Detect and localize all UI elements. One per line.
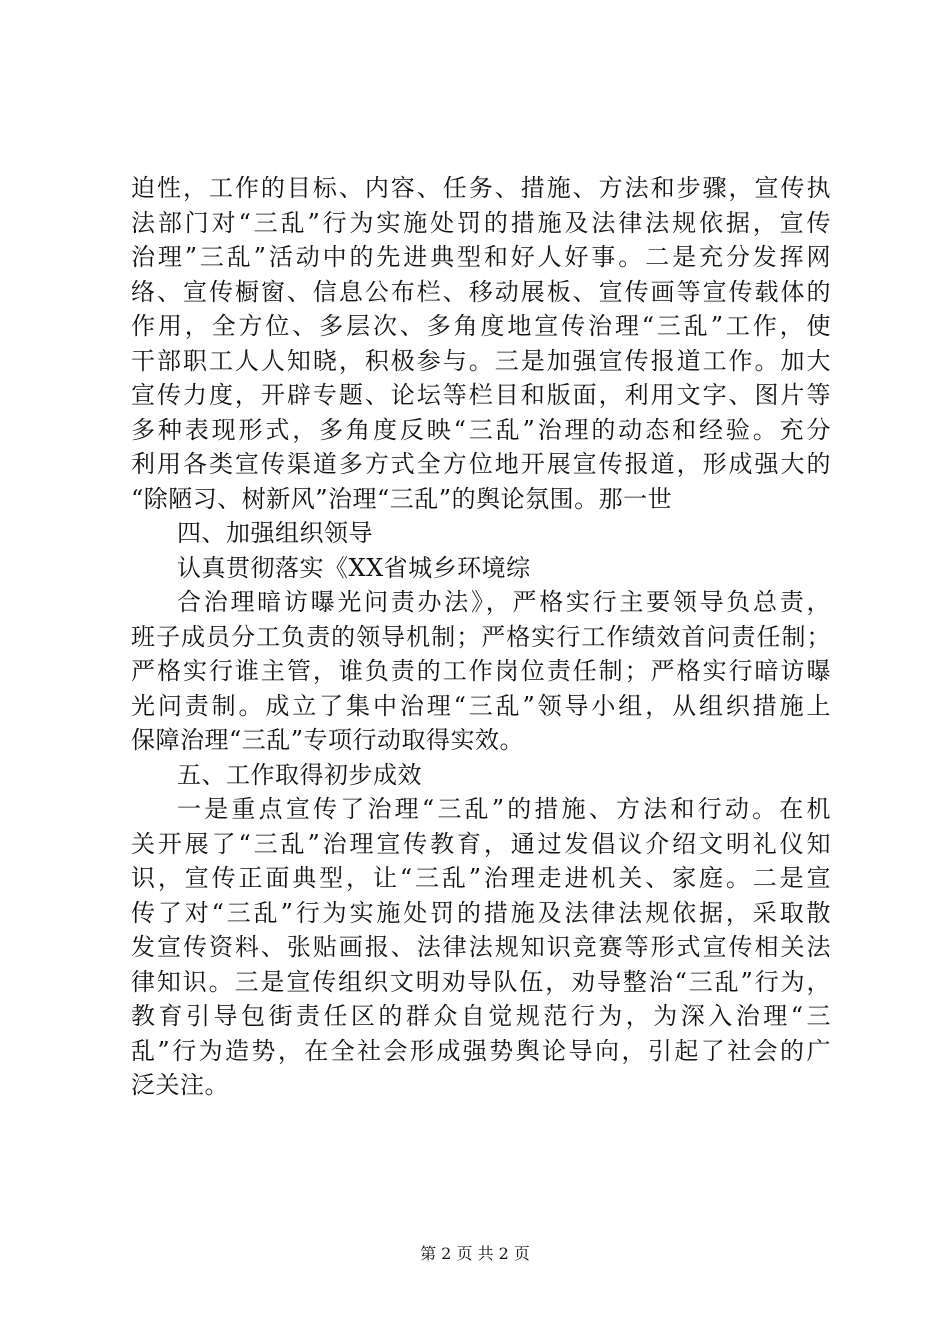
document-body (131, 171, 831, 1103)
page-number-footer: 第 2 页 共 2 页 (420, 1244, 530, 1263)
text-line: 教育引导包街责任区的群众自觉规范行为，为深入治理“三 (131, 1002, 831, 1030)
text-line: 一是重点宣传了治理“三乱”的措施、方法和行动。在机 (177, 795, 831, 823)
section-heading: 五、工作取得初步成效 (177, 760, 422, 789)
text-line: 发宣传资料、张贴画报、法律法规知识竞赛等形式宣传相关法 (131, 933, 831, 961)
text-line: 合治理暗访曝光问责办法》，严格实行主要领导负总责， (177, 588, 831, 616)
text-line: 严格实行谁主管，谁负责的工作岗位责任制；严格实行暗访曝 (131, 657, 831, 685)
text-line: 干部职工人人知晓，积极参与。三是加强宣传报道工作。加大 (131, 346, 831, 375)
text-line: 律知识。三是宣传组织文明劝导队伍，劝导整治“三乱”行为， (131, 967, 831, 996)
text-line: 作用，全方位、多层次、多角度地宣传治理“三乱”工作，使 (131, 312, 831, 340)
text-line: 治理”三乱”活动中的先进典型和好人好事。二是充分发挥网 (131, 243, 831, 271)
text-line: 班子成员分工负责的领导机制；严格实行工作绩效首问责任制； (131, 622, 831, 651)
text-line: 泛关注。 (131, 1071, 229, 1099)
section-heading: 四、加强组织领导 (177, 519, 373, 547)
text-line: 络、宣传橱窗、信息公布栏、移动展板、宣传画等宣传载体的 (131, 277, 831, 306)
text-line: 认真贯彻落实《XX省城乡环境综 (177, 553, 531, 582)
text-line: 乱”行为造势，在全社会形成强势舆论导向，引起了社会的广 (131, 1036, 831, 1065)
text-line: 宣传力度，开辟专题、论坛等栏目和版面，利用文字、图片等 (131, 381, 831, 409)
text-line: 保障治理“三乱”专项行动取得实效。 (131, 726, 525, 754)
text-line: 利用各类宣传渠道多方式全方位地开展宣传报道，形成强大的 (131, 450, 831, 478)
text-line: “除陋习、树新风”治理“三乱”的舆论氛围。那一世 (131, 484, 673, 513)
text-line: 识，宣传正面典型，让“三乱”治理走进机关、家庭。二是宣 (131, 864, 831, 892)
text-line: 传了对“三乱”行为实施处罚的措施及法律法规依据，采取散 (131, 898, 831, 927)
text-line: 光问责制。成立了集中治理“三乱”领导小组，从组织措施上 (131, 691, 831, 720)
text-line: 法部门对“三乱”行为实施处罚的措施及法律法规依据，宣传 (131, 208, 831, 237)
text-line: 多种表现形式，多角度反映“三乱”治理的动态和经验。充分 (131, 415, 831, 444)
text-line: 关开展了“三乱”治理宣传教育，通过发倡议介绍文明礼仪知 (131, 829, 831, 858)
text-line: 迫性，工作的目标、内容、任务、措施、方法和步骤，宣传执 (131, 174, 831, 202)
